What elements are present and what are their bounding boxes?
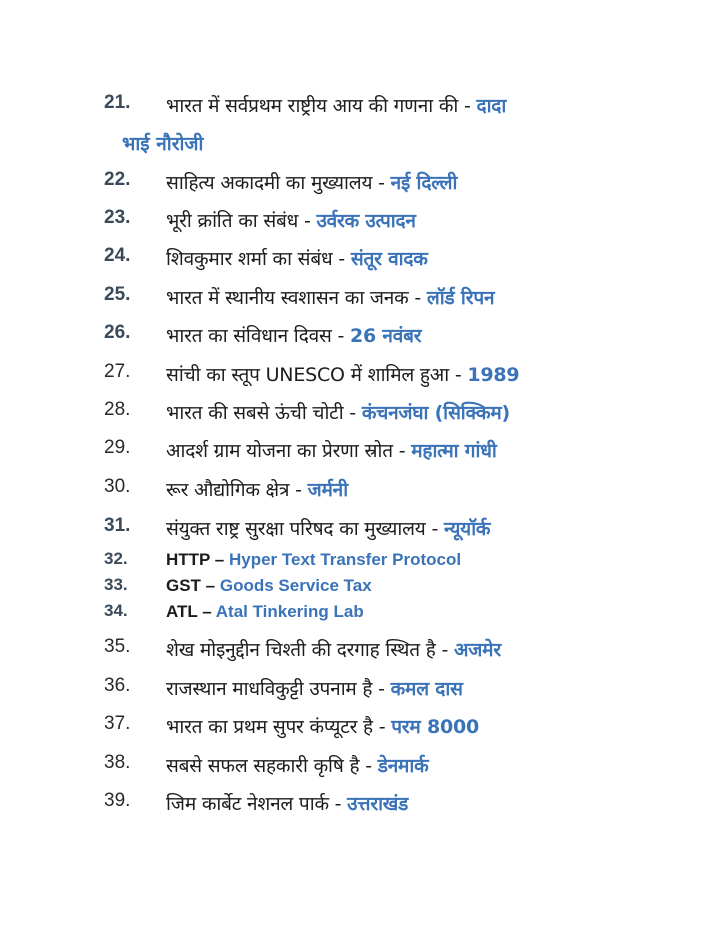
- item-question: HTTP –: [166, 550, 229, 569]
- item-number: 34.: [104, 601, 128, 620]
- item-answer: Goods Service Tax: [219, 576, 372, 595]
- item-answer: कमल दास: [390, 678, 463, 700]
- item-question: GST –: [166, 576, 220, 595]
- item-question: संयुक्त राष्ट्र सुरक्षा परिषद का मुख्यालय -: [166, 518, 444, 540]
- item-question: भारत का प्रथम सुपर कंप्यूटर है -: [166, 716, 392, 738]
- item-number: 25.: [104, 284, 131, 305]
- item-answer: उत्तराखंड: [347, 793, 409, 815]
- item-number: 36.: [104, 675, 131, 696]
- item-question: आदर्श ग्राम योजना का प्रेरणा स्रोत -: [166, 440, 412, 462]
- item-question: साहित्य अकादमी का मुख्यालय -: [166, 172, 391, 194]
- item-number: 30.: [104, 476, 131, 497]
- item-number: 37.: [104, 713, 131, 734]
- item-answer: जर्मनी: [307, 479, 348, 501]
- item-question: राजस्थान माधविकुट्टी उपनाम है -: [166, 678, 391, 700]
- item-number: 21.: [104, 92, 131, 113]
- item-text: [166, 550, 461, 570]
- item-answer: परम 8000: [391, 716, 480, 738]
- item-question: रूर औद्योगिक क्षेत्र -: [166, 479, 308, 501]
- item-text: [166, 399, 510, 425]
- item-question: सबसे सफल सहकारी कृषि है -: [166, 755, 378, 777]
- item-number: 26.: [104, 322, 131, 343]
- item-text: [166, 361, 519, 387]
- item-question: भारत में स्थानीय स्वशासन का जनक -: [166, 287, 427, 309]
- item-question: भारत की सबसे ऊंची चोटी -: [166, 402, 362, 424]
- item-number: 39.: [104, 790, 131, 811]
- item-number: 33.: [104, 575, 128, 594]
- item-question: शेख मोइनुद्दीन चिश्ती की दरगाह स्थित है -: [166, 639, 454, 661]
- item-answer: न्यूयॉर्क: [443, 518, 491, 540]
- item-text: [166, 790, 408, 816]
- item-text: [166, 437, 497, 463]
- item-question: सांची का स्तूप UNESCO में शामिल हुआ -: [166, 364, 468, 386]
- item-text: [166, 752, 429, 778]
- item-text: [166, 207, 416, 233]
- item-number: 27.: [104, 361, 131, 382]
- item-number: 32.: [104, 549, 128, 568]
- item-answer: महात्मा गांधी: [411, 440, 497, 462]
- item-question: ATL –: [166, 602, 216, 621]
- item-text: [166, 675, 463, 701]
- item-answer: 1989: [467, 364, 520, 386]
- item-answer: संतूर वादक: [350, 248, 428, 270]
- item-text: [166, 476, 348, 502]
- item-number: 24.: [104, 245, 131, 266]
- item-answer: दादा: [476, 95, 507, 117]
- item-answer: कंचनजंघा (सिक्किम): [361, 402, 511, 424]
- item-question: जिम कार्बेट नेशनल पार्क -: [166, 793, 348, 815]
- item-text: [166, 602, 364, 622]
- item-answer: उर्वरक उत्पादन: [316, 210, 416, 232]
- item-text: [166, 284, 494, 310]
- item-number: 29.: [104, 437, 131, 458]
- item-question: भूरी क्रांति का संबंध -: [166, 210, 317, 232]
- item-text: [166, 169, 457, 195]
- item-text: [166, 713, 479, 739]
- item-answer: Atal Tinkering Lab: [215, 602, 364, 621]
- item-number: 28.: [104, 399, 131, 420]
- item-answer: 26 नवंबर: [349, 325, 422, 347]
- item-answer: अजमेर: [453, 639, 501, 661]
- item-number: 38.: [104, 752, 131, 773]
- item-question: भारत का संविधान दिवस -: [166, 325, 350, 347]
- item-answer: डेनमार्क: [377, 755, 429, 777]
- item-answer: नई दिल्ली: [390, 172, 458, 194]
- item-number: 35.: [104, 636, 131, 657]
- item-number: 31.: [104, 515, 131, 536]
- item-text: [166, 245, 428, 271]
- item-question: शिवकुमार शर्मा का संबंध -: [166, 248, 351, 270]
- item-answer-continuation: भाई नौरोजी: [122, 133, 204, 155]
- item-number: 23.: [104, 207, 131, 228]
- item-text: [166, 576, 372, 596]
- item-answer: लॉर्ड रिपन: [426, 287, 495, 309]
- item-answer: Hyper Text Transfer Protocol: [228, 550, 462, 569]
- item-text: [166, 515, 490, 541]
- item-text: [166, 636, 501, 662]
- item-text: [166, 92, 506, 118]
- item-question: भारत में सर्वप्रथम राष्ट्रीय आय की गणना की -: [166, 95, 477, 117]
- item-number: 22.: [104, 169, 131, 190]
- item-text: [166, 322, 421, 348]
